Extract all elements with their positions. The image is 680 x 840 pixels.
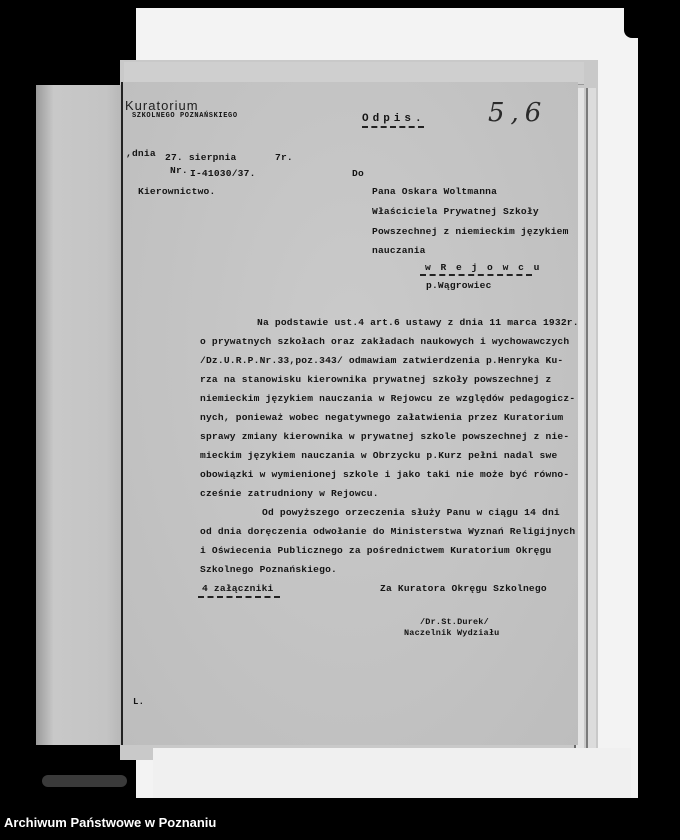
- date-year: 7r.: [275, 152, 293, 163]
- date-value: 27. sierpnia: [165, 152, 237, 163]
- recipient-line-1: Pana Oskara Woltmanna: [372, 186, 498, 197]
- body-p2-line-3: i Oświecenia Publicznego za pośrednictwem Kuratorium Okręgu: [200, 545, 552, 556]
- body-p2-line-2: od dnia doręczenia odwołanie do Ministerstwa Wyznań Religijnych: [200, 526, 576, 537]
- body-p1-line-7: sprawy zmiany kierownika w prywatnej szkole powszechnej z nie-: [200, 431, 570, 442]
- department: Kierownictwo.: [138, 186, 216, 197]
- attachments-note: 4 załączniki: [202, 583, 274, 594]
- recipient-line-4: nauczania: [372, 245, 426, 256]
- reference-number: I-41030/37.: [190, 168, 256, 179]
- body-p1-line-10: cześnie zatrudniony w Rejowcu.: [200, 488, 379, 499]
- initial-mark: L.: [133, 697, 145, 707]
- closing-line: Za Kuratora Okręgu Szkolnego: [380, 583, 547, 594]
- bottom-sheet-edge: [153, 748, 631, 798]
- body-p1-line-4: rza na stanowisku kierownika prywatnej szkoły powszechnej z: [200, 374, 552, 385]
- signature-name: /Dr.St.Durek/: [420, 617, 489, 627]
- smudge-mark: [42, 775, 127, 787]
- letterhead-subtitle: SZKOLNEGO POZNAŃSKIEGO: [132, 112, 238, 120]
- body-p1-line-2: o prywatnych szkołach oraz zakładach naukowych i wychowawczych: [200, 336, 570, 347]
- reference-label: Nr.: [170, 165, 188, 176]
- attachments-underline: [198, 596, 280, 598]
- body-p2-line-4: Szkolnego Poznańskiego.: [200, 564, 338, 575]
- copy-mark-underline: [362, 126, 424, 128]
- recipient-line-3: Powszechnej z niemieckim językiem: [372, 226, 569, 237]
- sheet-edge-right-2: [586, 88, 596, 748]
- town-underline: [420, 274, 532, 276]
- handwritten-number: 5,6: [488, 98, 548, 128]
- left-folded-sheet: [36, 85, 124, 745]
- recipient-town: w R e j o w c u: [425, 262, 542, 273]
- recipient-post: p.Wągrowiec: [426, 280, 492, 291]
- body-p2-line-1: Od powyższego orzeczenia służy Panu w ciągu 14 dni: [262, 507, 560, 518]
- body-p1-line-5: niemieckim językiem nauczania w Rejowcu ze względów pedagogicz-: [200, 393, 576, 404]
- signature-title: Naczelnik Wydziału: [404, 628, 500, 638]
- recipient-line-2: Właściciela Prywatnej Szkoły: [372, 206, 539, 217]
- recipient-to: Do: [352, 168, 364, 179]
- date-prefix: ,dnia: [126, 148, 156, 159]
- copy-mark: Odpis.: [362, 113, 426, 125]
- body-p1-line-1: Na podstawie ust.4 art.6 ustawy z dnia 11 marca 1932r.: [257, 317, 579, 328]
- letterhead-institution: Kuratorium: [125, 98, 199, 113]
- body-p1-line-8: mieckim językiem nauczania w Obrzycku p.Kurz pełni nadal swe: [200, 450, 558, 461]
- body-p1-line-3: /Dz.U.R.P.Nr.33,poz.343/ odmawiam zatwierdzenia p.Henryka Ku-: [200, 355, 564, 366]
- body-p1-line-6: nych, ponieważ wobec negatywnego załatwienia przez Kuratorium: [200, 412, 564, 423]
- archive-footer-label: Archiwum Państwowe w Poznaniu: [4, 815, 217, 830]
- body-p1-line-9: obowiązki w wymienionej szkole i jako taki nie może być równo-: [200, 469, 570, 480]
